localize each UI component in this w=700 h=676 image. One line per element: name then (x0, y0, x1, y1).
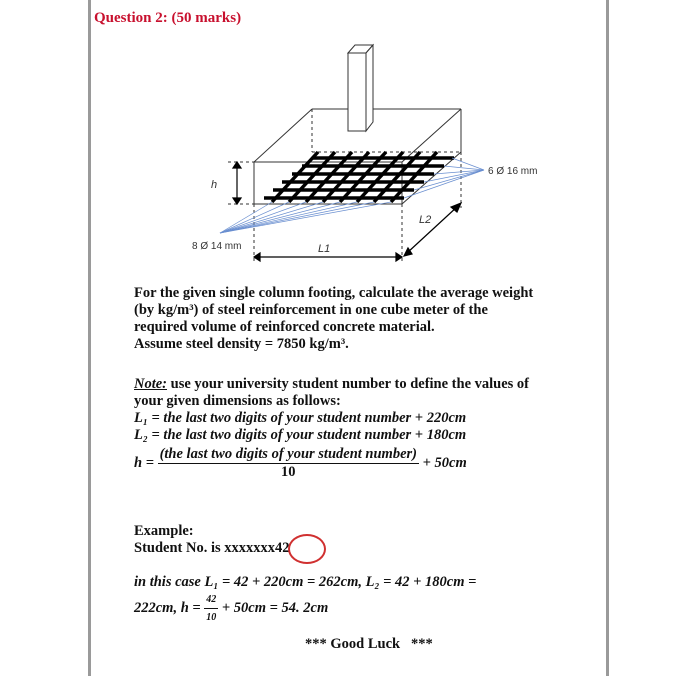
example-line (134, 591, 476, 626)
h-numerator: (the last two digits of your student number) (159, 446, 417, 462)
example-suffix: + 50cm = 54. 2cm (218, 599, 329, 616)
note-label: Note: (134, 376, 168, 392)
good-luck: *** Good Luck *** (305, 636, 433, 652)
note-line: your given dimensions as follows: (134, 393, 341, 409)
fraction-denominator: 10 (206, 612, 217, 623)
question-line: Assume steel density = 7850 kg/m³. (134, 336, 349, 352)
footing-diagram (0, 0, 700, 280)
note-section (134, 376, 529, 481)
question-line: For the given single column footing, calculate the average weight (134, 285, 534, 301)
h-suffix: + 50cm (422, 454, 467, 471)
example-prefix: 222cm, h = (134, 599, 205, 616)
top-bars-label: 6 Ø 16 mm (488, 166, 538, 177)
question-title: Question 2: (50 marks) (94, 10, 242, 26)
h-prefix: h = (134, 454, 158, 471)
L2-definition: L₂ = the last two digits of your student number + 180cm (134, 427, 467, 443)
footing-slab (228, 109, 461, 262)
L1-label: L1 (318, 243, 331, 255)
question-line: required volume of reinforced concrete material. (134, 319, 435, 335)
highlight-circle (288, 534, 326, 564)
h-fraction (158, 446, 419, 481)
note-line: use your university student number to define the values of (167, 376, 529, 392)
example-student-number: Student No. is xxxxxxx42 (134, 540, 290, 556)
h-definition (134, 446, 529, 481)
column (348, 45, 373, 131)
rebar-mesh (264, 152, 454, 202)
h-label: h (211, 179, 218, 191)
question-line: (by kg/m³) of steel reinforcement in one cube meter of the (134, 302, 488, 318)
example-fraction (204, 591, 218, 626)
L2-label: L2 (419, 214, 432, 226)
question-text (134, 285, 533, 353)
example-heading: Example: (134, 523, 194, 539)
example-line: in this case L₁ = 42 + 220cm = 262cm, L₂ = 42 + 180cm = (134, 574, 477, 590)
L1-definition: L₁ = the last two digits of your student number + 220cm (134, 410, 467, 426)
bottom-bars-label: 8 Ø 14 mm (192, 241, 242, 252)
h-denominator: 10 (281, 464, 296, 480)
fraction-numerator: 42 (204, 591, 218, 609)
